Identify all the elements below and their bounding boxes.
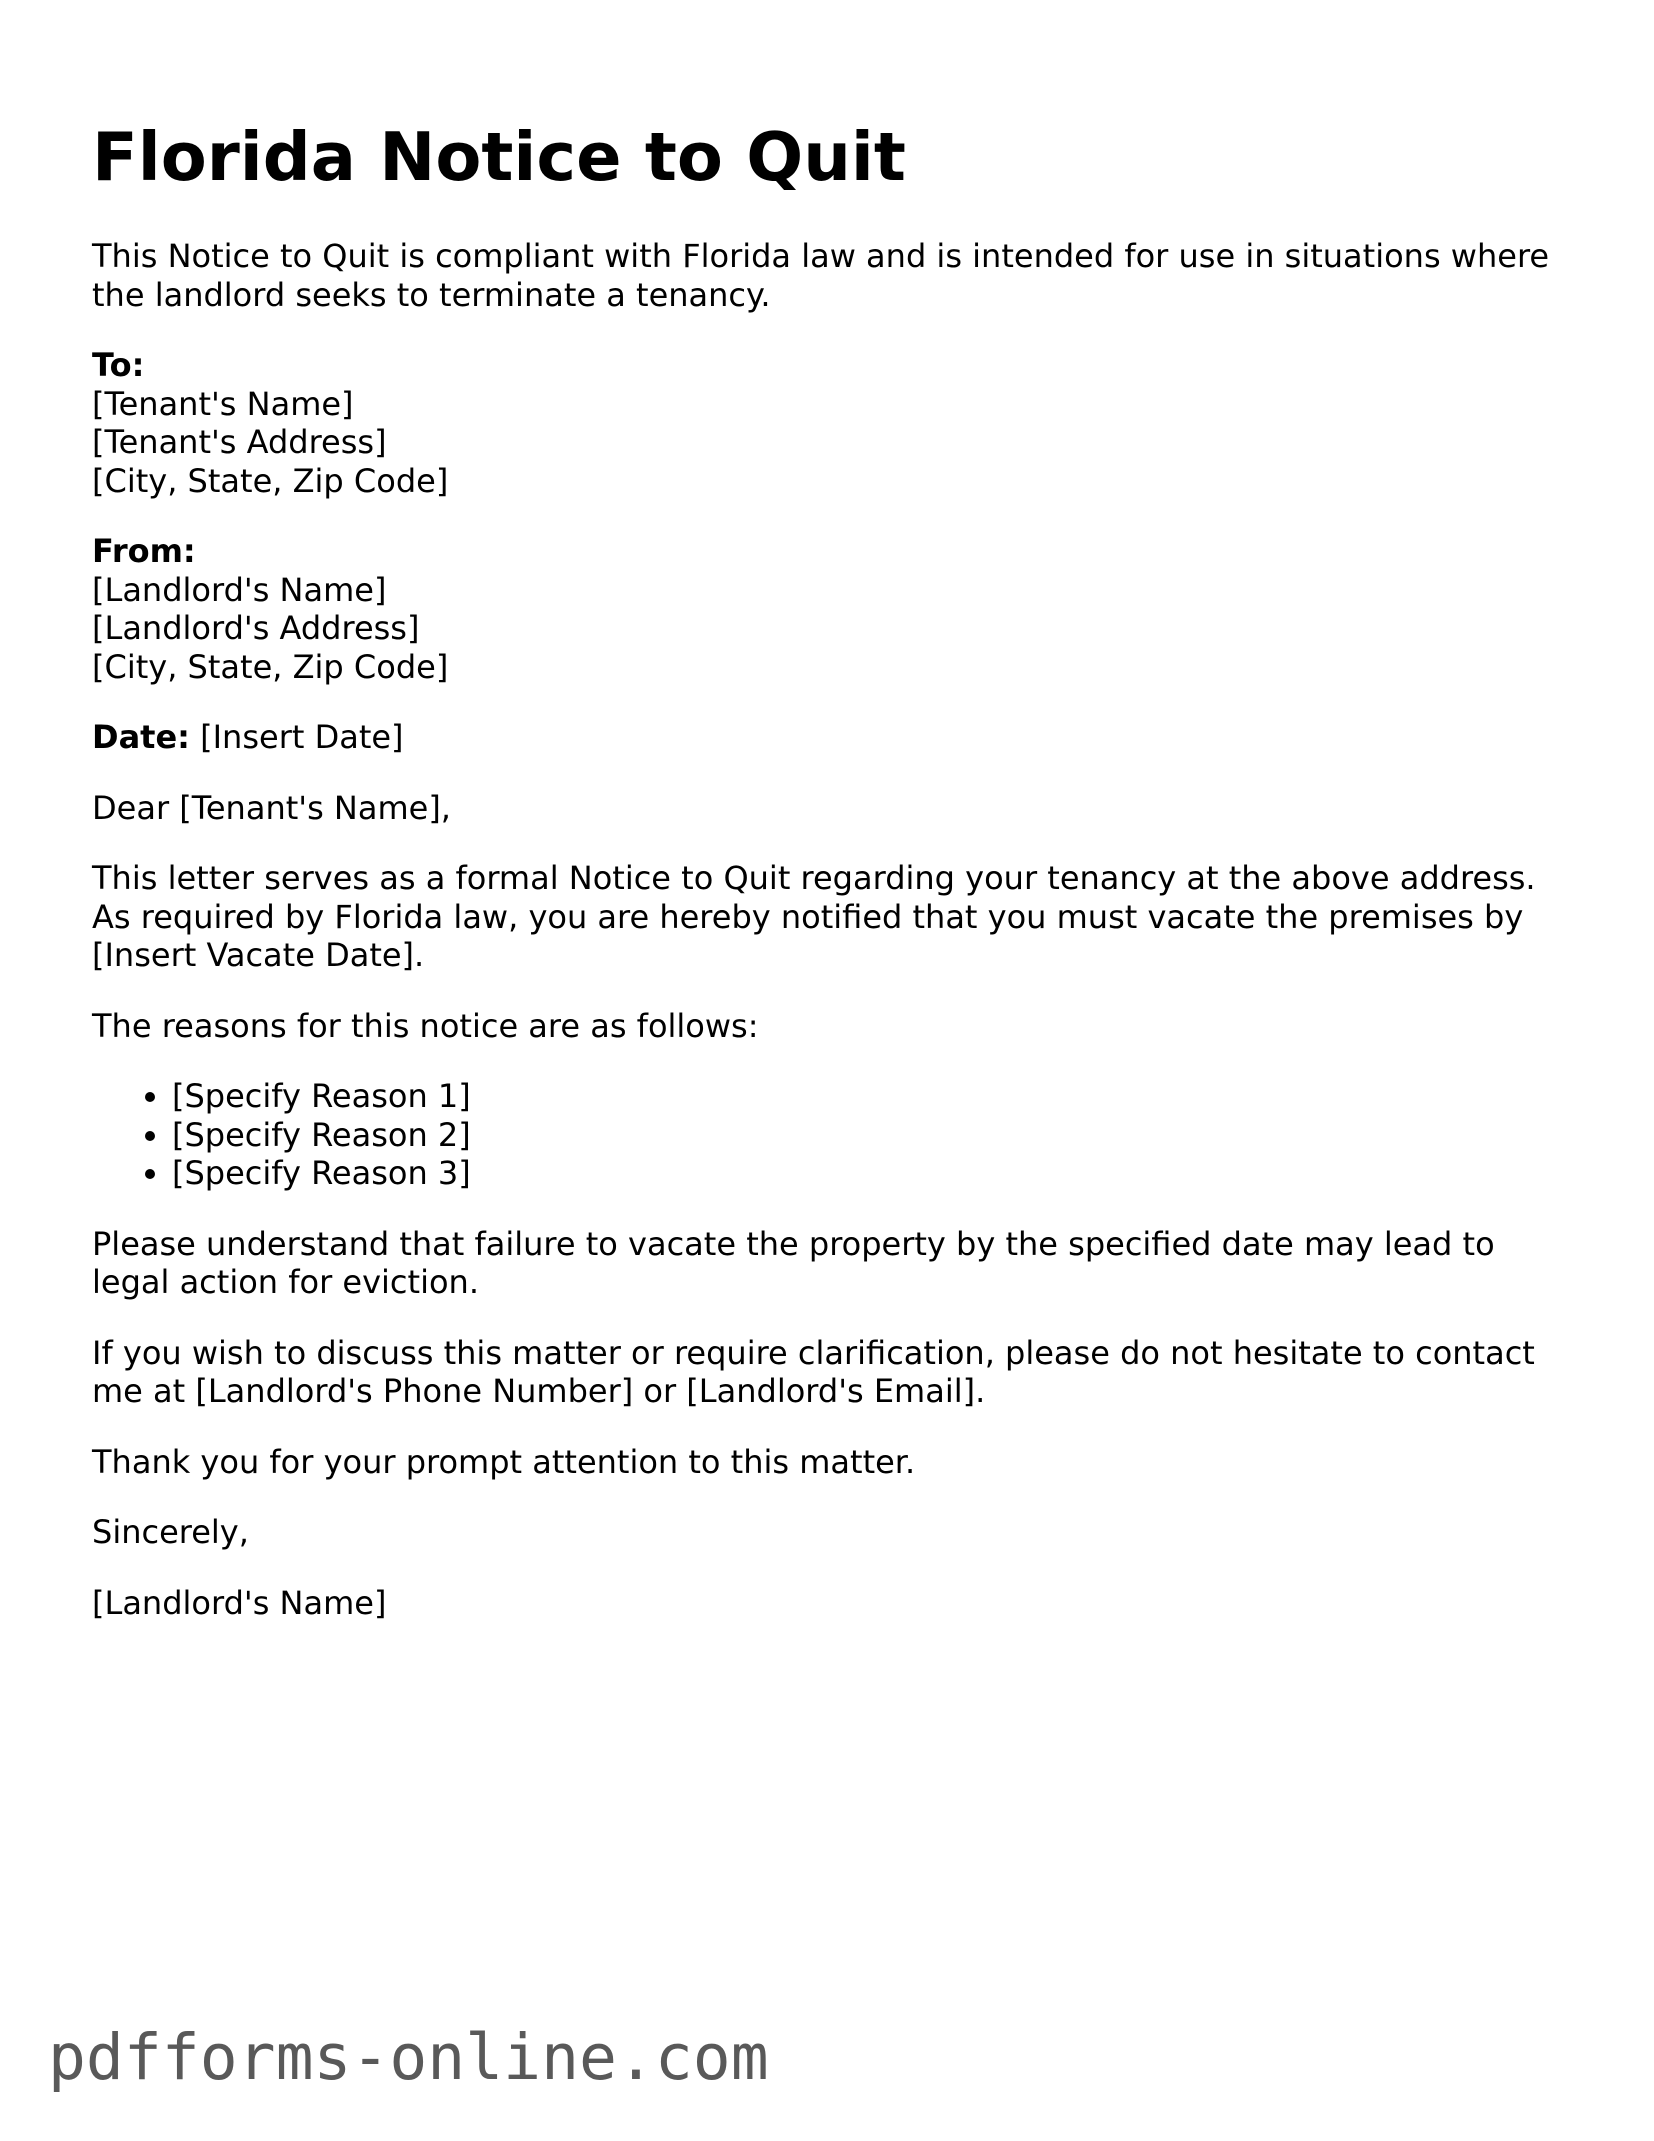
notice-paragraph: This letter serves as a formal Notice to Quit regarding your tenancy at the above address. As required by Florida law, you are hereby notified that you must vacate the premises by [Insert Vacate Date].	[92, 859, 1536, 974]
closing: Sincerely,	[92, 1513, 249, 1551]
warning-paragraph: Please understand that failure to vacate the property by the specified date may lead to legal action for eviction.	[92, 1224, 1495, 1301]
list-item: • [Specify Reason 1]	[172, 1077, 1572, 1116]
landlord-city: [City, State, Zip Code]	[92, 647, 449, 686]
salutation: Dear [Tenant's Name],	[92, 788, 451, 827]
tenant-city: [City, State, Zip Code]	[92, 461, 449, 500]
date-line	[92, 718, 1572, 757]
sender-block	[92, 532, 1572, 686]
contact-paragraph: If you wish to discuss this matter or require clarification, please do not hesitate to contact me at [Landlord's Phone Number] or [Landlord's Email].	[92, 1333, 1535, 1410]
reasons-intro: The reasons for this notice are as follows:	[92, 1006, 759, 1045]
landlord-name: [Landlord's Name]	[92, 570, 387, 609]
thanks-paragraph: Thank you for your prompt attention to this matter.	[92, 1442, 916, 1481]
landlord-address: [Landlord's Address]	[92, 609, 420, 647]
signature-name: [Landlord's Name]	[92, 1583, 387, 1622]
recipient-block	[92, 346, 1572, 500]
list-item: • [Specify Reason 2]	[172, 1116, 1572, 1155]
list-item: • [Specify Reason 3]	[172, 1154, 1572, 1193]
from-label: From:	[92, 532, 196, 570]
document-body	[92, 237, 1572, 1654]
date-value: [Insert Date]	[200, 718, 404, 756]
intro-paragraph: This Notice to Quit is compliant with Florida law and is intended for use in situations where the landlord seeks to terminate a tenancy.	[92, 237, 1550, 314]
to-label: To:	[92, 346, 145, 384]
reasons-list	[92, 1077, 1572, 1193]
date-label: Date:	[92, 718, 190, 756]
tenant-address: [Tenant's Address]	[92, 423, 387, 461]
tenant-name: [Tenant's Name]	[92, 384, 354, 423]
document-title: Florida Notice to Quit	[92, 118, 906, 196]
watermark: pdfforms-online.com	[48, 2021, 769, 2094]
